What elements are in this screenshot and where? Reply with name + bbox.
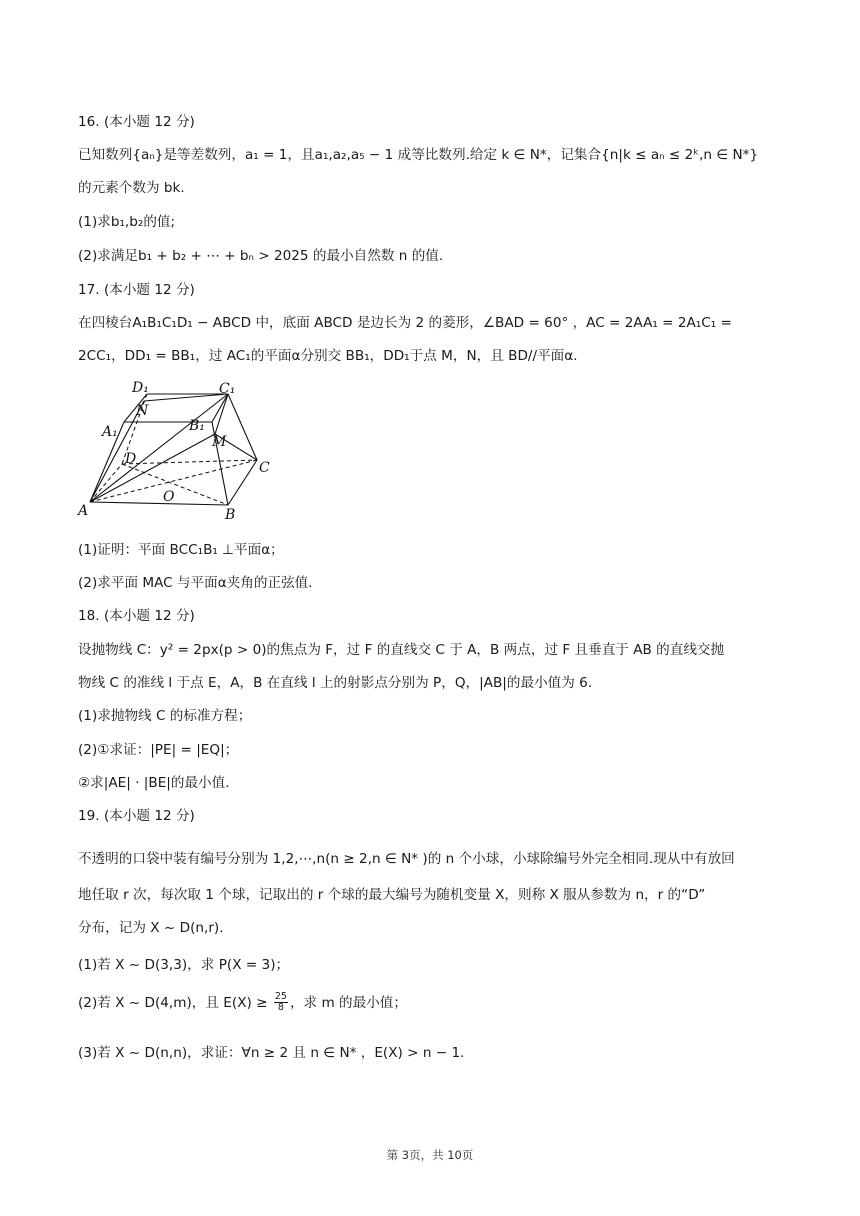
q17-statement-line1: 在四棱台A₁B₁C₁D₁ − ABCD 中，底面 ABCD 是边长为 2 的菱形，∠BAD = 60° ，AC = 2AA₁ = 2A₁C₁ = <box>78 315 732 331</box>
q19-statement-line1: 不透明的口袋中装有编号分别为 1,2,⋯,n(n ≥ 2,n ∈ N* )的 n 个小球，小球除编号外完全相同.现从中有放回 <box>78 851 735 867</box>
frustum-figure <box>70 378 290 523</box>
q16-part2: (2)求满足b₁ + b₂ + ⋯ + bₙ > 2025 的最小自然数 n 的值. <box>78 248 444 264</box>
q18-part2b: ②求|AE| · |BE|的最小值. <box>78 775 230 791</box>
q18-header: 18. (本小题 12 分) <box>78 608 195 624</box>
page-footer: 第 3页，共 10页 <box>386 1148 474 1162</box>
q18-part1: (1)求抛物线 C 的标准方程； <box>78 708 252 724</box>
fraction-denominator: 8 <box>277 1002 284 1013</box>
label-A: A <box>78 503 89 519</box>
q19-part2 <box>78 992 407 1013</box>
q18-statement-line2: 物线 C 的准线 l 于点 E，A，B 在直线 l 上的射影点分别为 P，Q，|AB|的最小值为 6. <box>78 675 593 691</box>
label-C1: C₁ <box>219 381 236 397</box>
q17-part2: (2)求平面 MAC 与平面α夹角的正弦值. <box>78 575 313 591</box>
q19-part2-prefix: (2)若 X ~ D(4,m)，且 E(X) ≥ <box>78 994 272 1011</box>
q18-statement-line1: 设抛物线 C：y² = 2px(p > 0)的焦点为 F，过 F 的直线交 C 于 A，B 两点，过 F 且垂直于 AB 的直线交抛 <box>78 642 725 658</box>
label-D1: D₁ <box>132 380 149 396</box>
label-M: M <box>212 434 227 450</box>
q19-statement-line3: 分布，记为 X ~ D(n,r). <box>78 920 224 936</box>
q16-statement-line2: 的元素个数为 bk. <box>78 180 185 196</box>
q16-header: 16. (本小题 12 分) <box>78 114 195 130</box>
q19-statement-line2: 地任取 r 次，每次取 1 个球，记取出的 r 个球的最大编号为随机变量 X，则称 X 服从参数为 n，r 的“D” <box>78 887 706 903</box>
q19-part1: (1)若 X ~ D(3,3)，求 P(X = 3)； <box>78 957 290 973</box>
label-O: O <box>163 489 175 505</box>
label-B1: B₁ <box>189 418 205 434</box>
q17-header: 17. (本小题 12 分) <box>78 282 195 298</box>
label-C: C <box>259 460 270 476</box>
label-B: B <box>225 507 236 523</box>
q17-statement-line2: 2CC₁，DD₁ = BB₁，过 AC₁的平面α分别交 BB₁，DD₁于点 M，N，且 BD//平面α. <box>78 348 578 364</box>
q19-header: 19. (本小题 12 分) <box>78 808 195 824</box>
label-D: D <box>125 451 137 467</box>
q18-part2a: (2)①求证：|PE| = |EQ|； <box>78 742 239 758</box>
q16-part1: (1)求b₁,b₂的值; <box>78 214 176 230</box>
q19-part3: (3)若 X ~ D(n,n)，求证：∀n ≥ 2 且 n ∈ N* ，E(X) > n − 1. <box>78 1045 465 1061</box>
fraction-numerator: 25 <box>274 991 287 1002</box>
q19-part2-suffix: ，求 m 的最小值； <box>289 994 407 1011</box>
fraction <box>274 992 288 1013</box>
q16-statement-line1: 已知数列{aₙ}是等差数列，a₁ = 1，且a₁,a₂,a₅ − 1 成等比数列.给定 k ∈ N*，记集合{n|k ≤ aₙ ≤ 2ᵏ,n ∈ N*} <box>78 147 759 163</box>
label-N: N <box>136 403 149 419</box>
q17-part1: (1)证明：平面 BCC₁B₁ ⊥平面α； <box>78 542 284 558</box>
label-A1: A₁ <box>102 424 118 440</box>
